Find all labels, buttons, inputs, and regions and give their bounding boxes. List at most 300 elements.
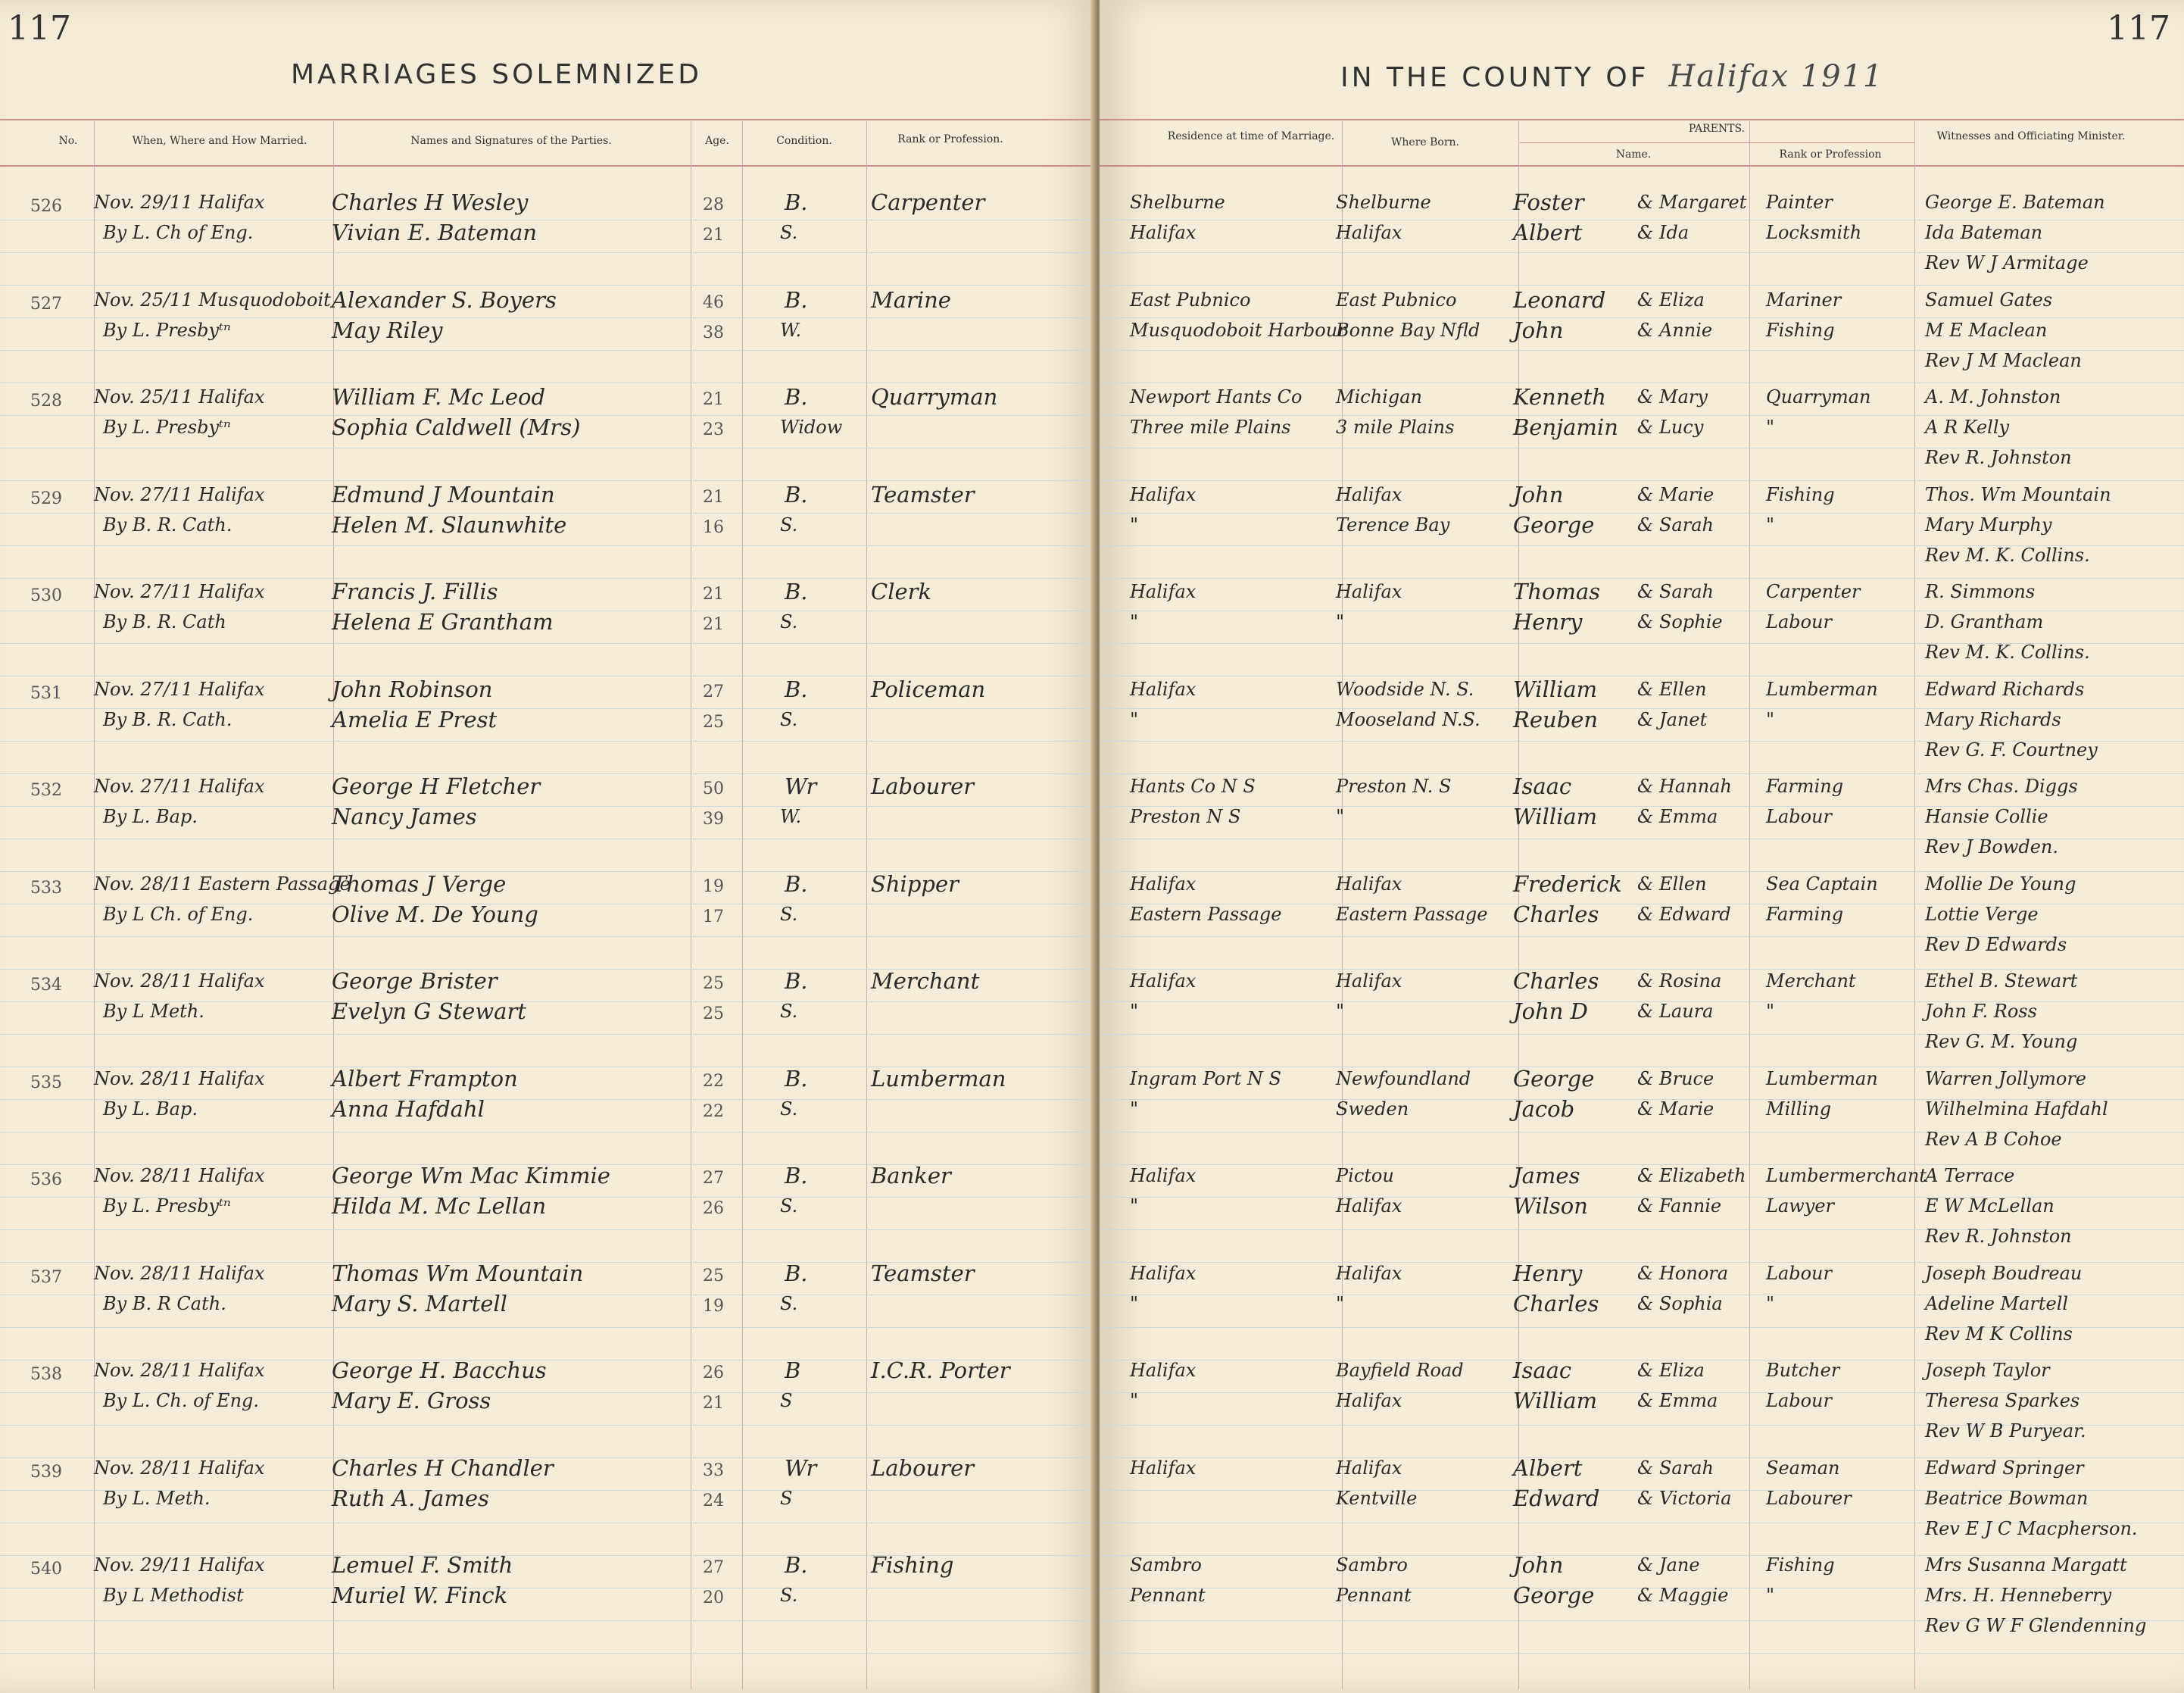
ruled-line xyxy=(0,1425,1097,1426)
groom-name: William F. Mc Leod xyxy=(332,384,546,410)
groom-name: Francis J. Fillis xyxy=(332,579,498,604)
ruled-line xyxy=(1100,285,2184,286)
bride-mother: & Edward xyxy=(1637,903,1731,925)
groom-condition: B. xyxy=(785,1065,808,1092)
marriage-date-place: Nov. 27/11 Halifax xyxy=(94,483,265,505)
marriage-type: By B. R. Cath. xyxy=(103,514,232,536)
groom-name: Alexander S. Boyers xyxy=(332,286,557,313)
groom-birthplace: Halifax xyxy=(1336,1262,1402,1284)
bride-parent-profession: Labour xyxy=(1766,611,1832,633)
groom-father: John xyxy=(1513,1552,1564,1578)
bride-birthplace: Bonne Bay Nfld xyxy=(1336,319,1480,341)
groom-profession: Teamster xyxy=(871,1260,975,1286)
groom-profession: Carpenter xyxy=(871,189,985,215)
bride-birthplace: Halifax xyxy=(1336,222,1402,243)
bride-birthplace: " xyxy=(1336,1292,1345,1314)
groom-mother: & Honora xyxy=(1637,1262,1729,1284)
marriage-type: By L. Bap. xyxy=(103,1098,198,1120)
marriage-type: By L. Presbyᵗⁿ xyxy=(103,1195,231,1217)
col-header-age: Age. xyxy=(705,135,729,147)
marriage-type: By L. Presbyᵗⁿ xyxy=(103,417,231,438)
groom-parent-profession: Lumberman xyxy=(1766,678,1878,700)
bride-parent-profession: Locksmith xyxy=(1766,222,1862,243)
bride-birthplace: " xyxy=(1336,611,1345,633)
bride-father: Albert xyxy=(1513,220,1583,245)
officiating-minister: Rev E J C Macpherson. xyxy=(1925,1517,2138,1539)
groom-name: George H. Bacchus xyxy=(332,1357,547,1383)
groom-parent-profession: Fishing xyxy=(1766,1554,1835,1576)
col-divider xyxy=(1749,121,1750,1689)
witness-2: John F. Ross xyxy=(1925,1001,2037,1022)
bride-father: Edward xyxy=(1513,1485,1600,1511)
marriage-date-place: Nov. 27/11 Halifax xyxy=(94,678,265,700)
bride-residence: Musquodoboit Harbour xyxy=(1130,319,1346,341)
bride-name: Mary E. Gross xyxy=(332,1388,491,1413)
groom-mother: & Margaret xyxy=(1637,192,1747,213)
groom-parent-profession: Lumbermerchant xyxy=(1766,1165,1927,1186)
witness-2: A R Kelly xyxy=(1925,417,2010,438)
groom-age: 27 xyxy=(703,682,724,701)
bride-condition: S. xyxy=(780,1292,798,1314)
groom-age: 25 xyxy=(703,1266,724,1285)
groom-birthplace: East Pubnico xyxy=(1336,289,1457,311)
right-page-number: 117 xyxy=(2107,9,2170,48)
bride-condition: W. xyxy=(780,319,802,341)
bride-condition: Widow xyxy=(780,417,843,438)
groom-residence: Halifax xyxy=(1130,1457,1197,1479)
groom-father: Charles xyxy=(1513,968,1599,994)
groom-name: George H Fletcher xyxy=(332,773,541,799)
bride-condition: S. xyxy=(780,708,798,730)
officiating-minister: Rev J Bowden. xyxy=(1925,836,2058,857)
groom-age: 50 xyxy=(703,779,724,798)
groom-condition: B. xyxy=(785,1260,808,1286)
county-name: Halifax 1911 xyxy=(1668,59,1884,94)
left-page-number: 117 xyxy=(8,9,71,48)
groom-condition: B. xyxy=(785,870,808,897)
groom-mother: & Ellen xyxy=(1637,678,1707,700)
officiating-minister: Rev G. M. Young xyxy=(1925,1031,2078,1052)
bride-parent-profession: Milling xyxy=(1766,1098,1832,1120)
groom-condition: B. xyxy=(785,384,808,410)
witness-1: Mrs Chas. Diggs xyxy=(1925,776,2078,797)
left-page-heading: MARRIAGES SOLEMNIZED xyxy=(291,59,702,90)
groom-mother: & Ellen xyxy=(1637,873,1707,895)
bride-parent-profession: Farming xyxy=(1766,903,1844,925)
bride-residence: Eastern Passage xyxy=(1130,903,1282,925)
groom-age: 46 xyxy=(703,292,724,312)
header-rule-top xyxy=(1100,119,2184,120)
groom-age: 33 xyxy=(703,1460,724,1480)
groom-residence: Hants Co N S xyxy=(1130,776,1256,797)
bride-mother: & Fannie xyxy=(1637,1195,1722,1217)
bride-father: William xyxy=(1513,804,1598,829)
bride-condition: S. xyxy=(780,1195,798,1217)
bride-age: 25 xyxy=(703,712,724,732)
bride-parent-profession: " xyxy=(1766,417,1775,438)
groom-name: Thomas Wm Mountain xyxy=(332,1260,584,1286)
groom-condition: B. xyxy=(785,1163,808,1189)
entry-number: 537 xyxy=(30,1267,62,1287)
bride-condition: S. xyxy=(780,1585,798,1606)
bride-age: 22 xyxy=(703,1101,724,1121)
bride-mother: & Laura xyxy=(1637,1001,1714,1022)
groom-father: Kenneth xyxy=(1513,384,1606,410)
bride-name: Helena E Grantham xyxy=(332,609,554,635)
groom-profession: Labourer xyxy=(871,773,975,799)
groom-residence: Ingram Port N S xyxy=(1130,1067,1281,1089)
witness-2: Mary Murphy xyxy=(1925,514,2052,536)
bride-birthplace: Kentville xyxy=(1336,1487,1418,1509)
bride-birthplace: Pennant xyxy=(1336,1585,1412,1606)
marriage-type: By L Meth. xyxy=(103,1001,204,1022)
groom-name: Edmund J Mountain xyxy=(332,481,555,508)
bride-residence: " xyxy=(1130,1001,1139,1022)
groom-parent-profession: Merchant xyxy=(1766,970,1856,992)
groom-profession: Marine xyxy=(871,286,951,313)
entry-number: 538 xyxy=(30,1365,62,1384)
groom-condition: Wr xyxy=(785,773,817,799)
groom-profession: Quarryman xyxy=(871,384,998,410)
officiating-minister: Rev A B Cohoe xyxy=(1925,1128,2062,1150)
bride-age: 26 xyxy=(703,1199,724,1218)
witness-1: A Terrace xyxy=(1925,1165,2015,1186)
bride-condition: S. xyxy=(780,903,798,925)
col-header-no: No. xyxy=(58,135,78,147)
groom-mother: & Sarah xyxy=(1637,1457,1714,1479)
bride-age: 24 xyxy=(703,1491,724,1510)
bride-birthplace: Mooseland N.S. xyxy=(1336,708,1480,730)
entry-number: 534 xyxy=(30,976,62,995)
bride-name: Evelyn G Stewart xyxy=(332,998,526,1024)
bride-birthplace: Sweden xyxy=(1336,1098,1409,1120)
groom-mother: & Elizabeth xyxy=(1637,1165,1746,1186)
entry-number: 536 xyxy=(30,1170,62,1189)
col-header-parents-name: Name. xyxy=(1615,148,1652,161)
groom-residence: Halifax xyxy=(1130,1165,1197,1186)
groom-mother: & Mary xyxy=(1637,386,1708,408)
witness-2: Beatrice Bowman xyxy=(1925,1487,2089,1509)
groom-name: George Brister xyxy=(332,968,498,994)
bride-parent-profession: Labour xyxy=(1766,806,1832,827)
groom-parent-profession: Quarryman xyxy=(1766,386,1871,408)
marriage-date-place: Nov. 29/11 Halifax xyxy=(94,1554,265,1576)
bride-father: Charles xyxy=(1513,1290,1599,1317)
witness-1: George E. Bateman xyxy=(1925,192,2105,213)
parents-rule xyxy=(1520,142,1914,143)
header-rule-bottom xyxy=(0,165,1097,167)
groom-father: John xyxy=(1513,481,1564,508)
col-header-parents: PARENTS. xyxy=(1688,123,1746,135)
bride-residence: Three mile Plains xyxy=(1130,417,1291,438)
entry-number: 529 xyxy=(30,489,62,508)
marriage-date-place: Nov. 25/11 Musquodoboit xyxy=(94,289,331,311)
bride-condition: S. xyxy=(780,222,798,243)
entry-number: 530 xyxy=(30,586,62,605)
groom-name: Charles H Wesley xyxy=(332,189,529,215)
groom-birthplace: Halifax xyxy=(1336,581,1402,602)
officiating-minister: Rev W J Armitage xyxy=(1925,252,2089,273)
marriage-type: By B. R. Cath. xyxy=(103,708,232,730)
groom-condition: B. xyxy=(785,676,808,702)
entry-number: 533 xyxy=(30,878,62,898)
bride-parent-profession: " xyxy=(1766,514,1775,536)
bride-father: Jacob xyxy=(1513,1095,1575,1122)
ruled-line xyxy=(0,285,1097,286)
officiating-minister: Rev M. K. Collins. xyxy=(1925,642,2090,663)
groom-age: 21 xyxy=(703,390,724,409)
bride-age: 39 xyxy=(703,810,724,829)
groom-profession: Lumberman xyxy=(871,1065,1006,1092)
col-header-rank: Rank or Profession. xyxy=(897,133,1003,145)
witness-1: Ethel B. Stewart xyxy=(1925,970,2078,992)
marriage-date-place: Nov. 27/11 Halifax xyxy=(94,581,265,602)
witness-1: Thos. Wm Mountain xyxy=(1925,483,2111,505)
groom-condition: B. xyxy=(785,286,808,313)
bride-father: Benjamin xyxy=(1513,414,1618,440)
groom-age: 21 xyxy=(703,585,724,604)
witness-2: E W McLellan xyxy=(1925,1195,2055,1217)
bride-father: Wilson xyxy=(1513,1193,1588,1219)
groom-condition: B. xyxy=(785,1552,808,1578)
bride-residence: Pennant xyxy=(1130,1585,1206,1606)
witness-1: Samuel Gates xyxy=(1925,289,2053,311)
bride-age: 16 xyxy=(703,517,724,537)
groom-parent-profession: Farming xyxy=(1766,776,1844,797)
witness-2: Ida Bateman xyxy=(1925,222,2043,243)
bride-name: Mary S. Martell xyxy=(332,1290,507,1317)
groom-mother: & Hannah xyxy=(1637,776,1732,797)
groom-name: John Robinson xyxy=(332,676,493,702)
ruled-line xyxy=(0,643,1097,644)
bride-condition: W. xyxy=(780,806,802,827)
marriage-date-place: Nov. 27/11 Halifax xyxy=(94,776,265,797)
groom-profession: Policeman xyxy=(871,676,986,702)
bride-age: 25 xyxy=(703,1004,724,1023)
groom-profession: Merchant xyxy=(871,968,980,994)
witness-1: A. M. Johnston xyxy=(1925,386,2061,408)
bride-name: Anna Hafdahl xyxy=(332,1095,485,1122)
bride-parent-profession: " xyxy=(1766,1001,1775,1022)
groom-name: George Wm Mac Kimmie xyxy=(332,1163,610,1189)
marriage-type: By L. Presbyᵗⁿ xyxy=(103,319,231,341)
groom-residence: Shelburne xyxy=(1130,192,1225,213)
witness-1: Joseph Boudreau xyxy=(1925,1262,2083,1284)
groom-age: 22 xyxy=(703,1071,724,1091)
bride-residence: " xyxy=(1130,611,1139,633)
groom-profession: Shipper xyxy=(871,870,959,897)
bride-mother: & Maggie xyxy=(1637,1585,1729,1606)
groom-parent-profession: Carpenter xyxy=(1766,581,1861,602)
groom-father: Thomas xyxy=(1513,579,1601,604)
bride-mother: & Annie xyxy=(1637,319,1713,341)
bride-age: 17 xyxy=(703,907,724,926)
ruled-line xyxy=(0,1327,1097,1328)
bride-age: 21 xyxy=(703,226,724,245)
groom-age: 21 xyxy=(703,487,724,507)
groom-birthplace: Bayfield Road xyxy=(1336,1360,1464,1381)
groom-birthplace: Michigan xyxy=(1336,386,1422,408)
marriage-type: By B. R. Cath xyxy=(103,611,226,633)
groom-mother: & Bruce xyxy=(1637,1067,1714,1089)
bride-mother: & Emma xyxy=(1637,806,1718,827)
bride-age: 23 xyxy=(703,420,724,439)
bride-father: John xyxy=(1513,317,1564,343)
marriage-type: By L Methodist xyxy=(103,1585,244,1606)
entry-number: 531 xyxy=(30,683,62,703)
col-divider xyxy=(1914,121,1915,1689)
witness-2: Theresa Sparkes xyxy=(1925,1390,2080,1411)
witness-1: R. Simmons xyxy=(1925,581,2036,602)
marriage-date-place: Nov. 25/11 Halifax xyxy=(94,386,265,408)
bride-condition: S. xyxy=(780,514,798,536)
ruled-line xyxy=(1100,1653,2184,1654)
groom-parent-profession: Seaman xyxy=(1766,1457,1840,1479)
bride-mother: & Sarah xyxy=(1637,514,1714,536)
bride-father: John D xyxy=(1513,998,1588,1024)
bride-name: Nancy James xyxy=(332,804,477,829)
right-heading-text: IN THE COUNTY OF xyxy=(1340,62,1649,93)
bride-father: George xyxy=(1513,1582,1595,1608)
witness-1: Mrs Susanna Margatt xyxy=(1925,1554,2127,1576)
col-header-witnesses: Witnesses and Officiating Minister. xyxy=(1936,130,2126,142)
bride-name: Amelia E Prest xyxy=(332,706,498,732)
groom-birthplace: Sambro xyxy=(1336,1554,1408,1576)
entry-number: 526 xyxy=(30,197,62,216)
col-header-names: Names and Signatures of the Parties. xyxy=(410,135,612,147)
ruled-line xyxy=(0,1034,1097,1035)
groom-father: Leonard xyxy=(1513,286,1606,313)
bride-father: Reuben xyxy=(1513,706,1599,732)
col-divider xyxy=(94,121,95,1689)
groom-mother: & Marie xyxy=(1637,483,1714,505)
groom-parent-profession: Mariner xyxy=(1766,289,1842,311)
bride-parent-profession: Labour xyxy=(1766,1390,1832,1411)
groom-father: Albert xyxy=(1513,1454,1583,1481)
groom-parent-profession: Labour xyxy=(1766,1262,1832,1284)
bride-name: Vivian E. Bateman xyxy=(332,220,538,245)
bride-age: 38 xyxy=(703,323,724,342)
groom-birthplace: Halifax xyxy=(1336,483,1402,505)
groom-age: 26 xyxy=(703,1363,724,1382)
witness-1: Mollie De Young xyxy=(1925,873,2076,895)
marriage-type: By L Ch. of Eng. xyxy=(103,903,254,925)
groom-mother: & Eliza xyxy=(1637,289,1705,311)
col-header-residence: Residence at time of Marriage. xyxy=(1167,130,1335,142)
marriage-type: By L. Bap. xyxy=(103,806,198,827)
groom-age: 27 xyxy=(703,1169,724,1188)
bride-birthplace: 3 mile Plains xyxy=(1336,417,1455,438)
bride-condition: S. xyxy=(780,611,798,633)
marriage-date-place: Nov. 28/11 Halifax xyxy=(94,970,265,992)
groom-birthplace: Halifax xyxy=(1336,970,1402,992)
ruled-line xyxy=(0,545,1097,546)
groom-residence: East Pubnico xyxy=(1130,289,1251,311)
col-header-born: Where Born. xyxy=(1391,136,1459,148)
bride-parent-profession: Lawyer xyxy=(1766,1195,1835,1217)
col-header-condition: Condition. xyxy=(776,135,832,147)
col-header-parents-rank: Rank or Profession xyxy=(1779,148,1882,161)
groom-condition: B. xyxy=(785,579,808,604)
groom-father: Isaac xyxy=(1513,773,1572,799)
bride-condition: S. xyxy=(780,1098,798,1120)
bride-residence: Preston N S xyxy=(1130,806,1241,827)
bride-name: Sophia Caldwell (Mrs) xyxy=(332,414,581,440)
groom-father: Henry xyxy=(1513,1260,1583,1286)
ruled-line xyxy=(0,1229,1097,1230)
bride-condition: S xyxy=(780,1487,793,1509)
groom-residence: Sambro xyxy=(1130,1554,1202,1576)
bride-mother: & Lucy xyxy=(1637,417,1704,438)
marriage-type: By L. Meth. xyxy=(103,1487,211,1509)
groom-birthplace: Halifax xyxy=(1336,873,1402,895)
groom-profession: Clerk xyxy=(871,579,932,604)
groom-condition: B. xyxy=(785,189,808,215)
bride-condition: S. xyxy=(780,1001,798,1022)
bride-residence: " xyxy=(1130,1292,1139,1314)
bride-residence: Halifax xyxy=(1130,222,1197,243)
ruled-line xyxy=(0,252,1097,253)
groom-residence: Halifax xyxy=(1130,678,1197,700)
bride-age: 20 xyxy=(703,1588,724,1607)
witness-2: D. Grantham xyxy=(1925,611,2044,633)
ruled-line xyxy=(0,1653,1097,1654)
groom-mother: & Jane xyxy=(1637,1554,1700,1576)
bride-parent-profession: Labourer xyxy=(1766,1487,1852,1509)
entry-number: 527 xyxy=(30,294,62,314)
bride-birthplace: Terence Bay xyxy=(1336,514,1450,536)
witness-1: Edward Springer xyxy=(1925,1457,2084,1479)
groom-name: Albert Frampton xyxy=(332,1065,518,1092)
col-header-when: When, Where and How Married. xyxy=(132,135,307,147)
marriage-type: By L. Ch. of Eng. xyxy=(103,1390,260,1411)
entry-number: 540 xyxy=(30,1560,62,1579)
groom-residence: Halifax xyxy=(1130,1360,1197,1381)
groom-parent-profession: Fishing xyxy=(1766,483,1835,505)
bride-parent-profession: Fishing xyxy=(1766,319,1835,341)
right-page-heading xyxy=(1340,59,1884,94)
groom-profession: Banker xyxy=(871,1163,951,1189)
bride-age: 21 xyxy=(703,1394,724,1413)
bride-father: Henry xyxy=(1513,609,1583,635)
bride-residence: " xyxy=(1130,514,1139,536)
officiating-minister: Rev W B Puryear. xyxy=(1925,1420,2086,1442)
groom-birthplace: Newfoundland xyxy=(1336,1067,1471,1089)
groom-condition: Wr xyxy=(785,1454,817,1481)
groom-parent-profession: Lumberman xyxy=(1766,1067,1878,1089)
groom-residence: Newport Hants Co xyxy=(1130,386,1303,408)
header-rule-bottom xyxy=(1100,165,2184,167)
marriage-date-place: Nov. 29/11 Halifax xyxy=(94,192,265,213)
groom-profession: I.C.R. Porter xyxy=(871,1357,1010,1383)
groom-parent-profession: Butcher xyxy=(1766,1360,1840,1381)
marriage-date-place: Nov. 28/11 Halifax xyxy=(94,1360,265,1381)
groom-condition: B xyxy=(785,1357,801,1383)
col-divider xyxy=(866,121,867,1689)
groom-residence: Halifax xyxy=(1130,873,1197,895)
witness-2: Hansie Collie xyxy=(1925,806,2048,827)
groom-condition: B. xyxy=(785,968,808,994)
bride-mother: & Ida xyxy=(1637,222,1689,243)
groom-father: William xyxy=(1513,676,1598,702)
bride-name: Olive M. De Young xyxy=(332,901,538,927)
witness-2: Adeline Martell xyxy=(1925,1292,2069,1314)
bride-mother: & Emma xyxy=(1637,1390,1718,1411)
bride-birthplace: Halifax xyxy=(1336,1195,1402,1217)
groom-birthplace: Woodside N. S. xyxy=(1336,678,1474,700)
witness-1: Warren Jollymore xyxy=(1925,1067,2086,1089)
marriage-date-place: Nov. 28/11 Eastern Passage xyxy=(94,873,351,895)
